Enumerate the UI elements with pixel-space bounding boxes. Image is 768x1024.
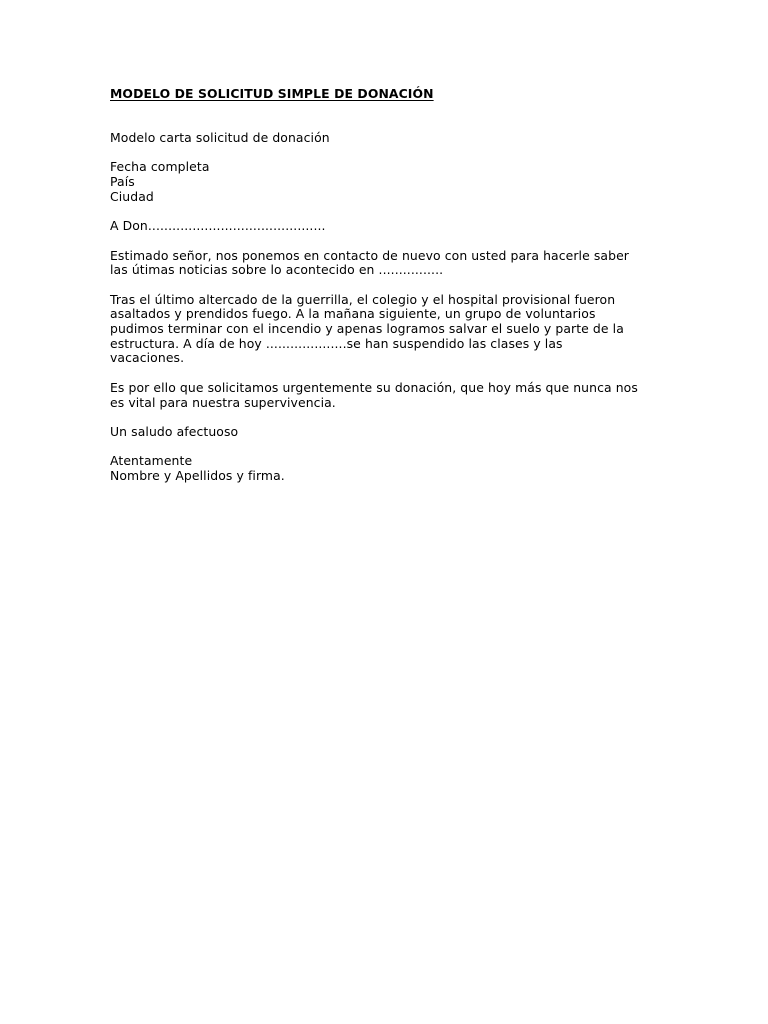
paragraph-line: Estimado señor, nos ponemos en contacto de nuevo con usted para hacerle saber xyxy=(110,247,629,263)
paragraph-line: estructura. A día de hoy ....................se han suspendido las clases y las xyxy=(110,335,563,351)
signature-line: Nombre y Apellidos y firma. xyxy=(110,468,285,484)
closing-line: Un saludo afectuoso xyxy=(110,423,239,439)
paragraph-line: Es por ello que solicitamos urgentemente su donación, que hoy más que nunca nos xyxy=(110,379,638,395)
document-title: MODELO DE SOLICITUD SIMPLE DE DONACIÓN xyxy=(110,86,434,101)
signoff-line: Atentamente xyxy=(110,453,193,469)
paragraph-line: es vital para nuestra supervivencia. xyxy=(110,394,336,410)
salutation: A Don............................................ xyxy=(110,218,326,234)
date-line: Fecha completa xyxy=(110,159,210,175)
paragraph-intro xyxy=(110,249,670,278)
paragraph-line: Tras el último altercado de la guerrilla, el colegio y el hospital provisional fueron xyxy=(110,291,616,307)
letter-subtitle: Modelo carta solicitud de donación xyxy=(110,130,330,145)
paragraph-line: pudimos terminar con el incendio y apenas logramos salvar el suelo y parte de la xyxy=(110,321,624,337)
city-line: Ciudad xyxy=(110,188,154,204)
paragraph-line: las útimas noticias sobre lo acontecido en ................ xyxy=(110,262,444,278)
paragraph-situation xyxy=(110,293,670,367)
country-line: País xyxy=(110,174,135,190)
letter-body xyxy=(110,86,670,484)
paragraph-request xyxy=(110,381,670,410)
paragraph-line: asaltados y prendidos fuego. A la mañana siguiente, un grupo de voluntarios xyxy=(110,306,596,322)
paragraph-line: vacaciones. xyxy=(110,350,185,366)
